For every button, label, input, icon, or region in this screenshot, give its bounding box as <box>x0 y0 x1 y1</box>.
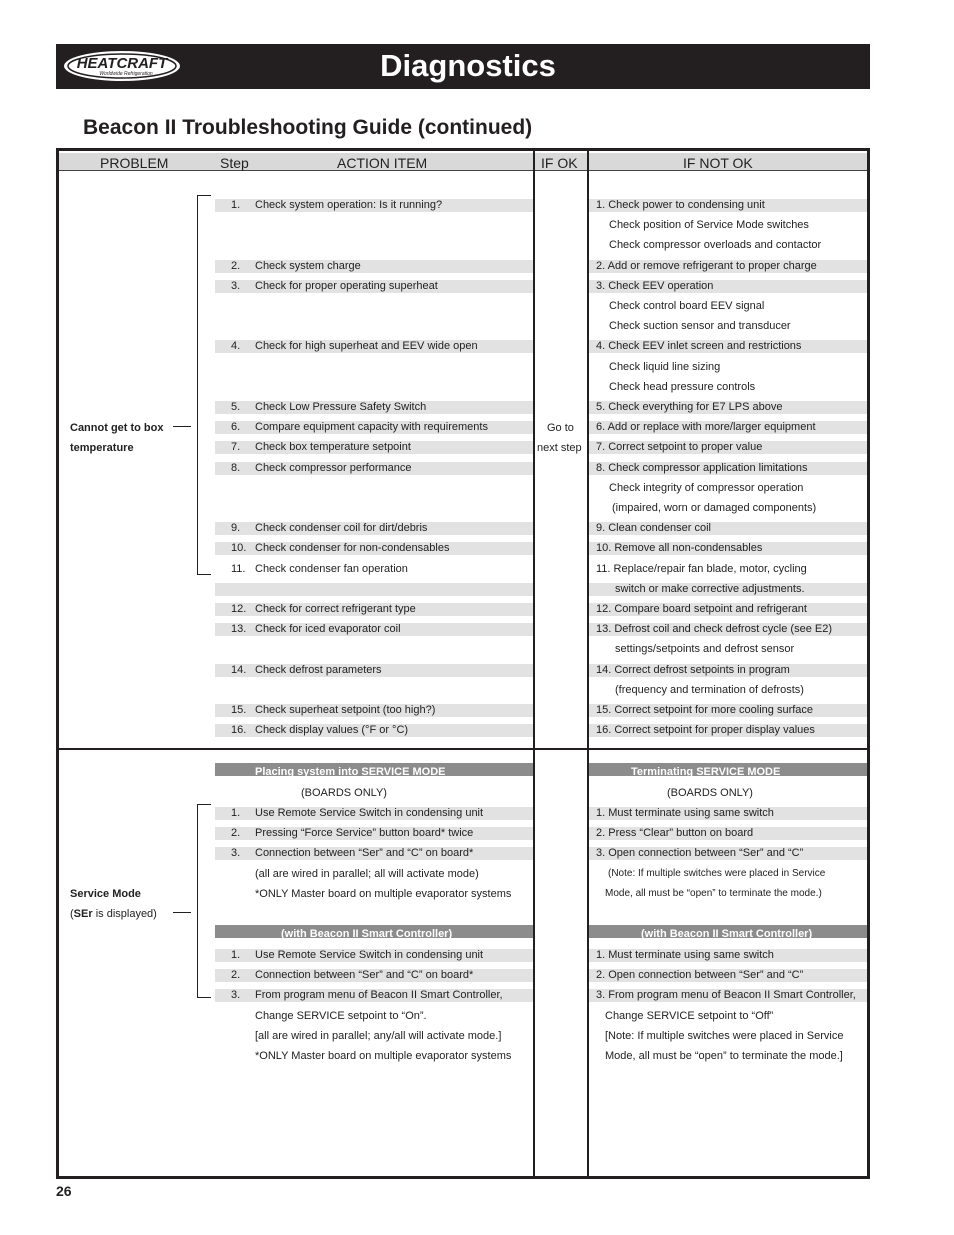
action-item: Check condenser for non-condensables <box>255 542 450 554</box>
if-ok-text: next step <box>537 442 582 454</box>
if-not-ok-item: 12. Compare board setpoint and refrigerant <box>596 603 807 615</box>
step-number: 5. <box>231 401 241 413</box>
step-number: 7. <box>231 441 241 453</box>
action-item: Change SERVICE setpoint to “On”. <box>255 1010 427 1022</box>
step-number: 15. <box>231 704 247 716</box>
action-item: (all are wired in parallel; all will activate mode) <box>255 868 479 880</box>
step-number: 3. <box>231 989 241 1001</box>
action-item: Check for high superheat and EEV wide open <box>255 340 478 352</box>
if-not-ok-item: (Note: If multiple switches were placed in Service <box>608 868 826 879</box>
if-not-ok-item: Mode, all must be “open” to terminate the mode.] <box>605 1050 843 1062</box>
step-number: 2. <box>231 969 241 981</box>
action-item: Use Remote Service Switch in condensing unit <box>255 949 484 961</box>
if-not-ok-item: Change SERVICE setpoint to “Off” <box>605 1010 774 1022</box>
step-number: 3. <box>231 847 241 859</box>
if-not-ok-item: Check liquid line sizing <box>609 361 721 373</box>
problem-label: Service Mode <box>70 888 141 900</box>
subheader-text: Terminating SERVICE MODE <box>631 766 781 778</box>
if-not-ok-item: Check head pressure controls <box>609 381 756 393</box>
if-not-ok-item: switch or make corrective adjustments. <box>615 583 805 595</box>
action-item: Connection between “Ser” and “C” on board* <box>255 969 474 981</box>
page-number: 26 <box>56 1183 72 1199</box>
action-item: Connection between “Ser” and “C” on board* <box>255 847 474 859</box>
logo-text: HEATCRAFT <box>76 55 168 72</box>
if-not-ok-item: 5. Check everything for E7 LPS above <box>596 401 783 413</box>
if-not-ok-item: 14. Correct defrost setpoints in program <box>596 664 790 676</box>
column-divider <box>533 151 535 1177</box>
action-item: *ONLY Master board on multiple evaporator systems <box>255 1050 512 1062</box>
step-number: 13. <box>231 623 247 635</box>
action-item: Check Low Pressure Safety Switch <box>255 401 427 413</box>
if-not-ok-item: 3. Check EEV operation <box>596 280 714 292</box>
if-not-ok-item: 10. Remove all non-condensables <box>596 542 763 554</box>
if-not-ok-item: 9. Clean condenser coil <box>596 522 711 534</box>
step-number: 4. <box>231 340 241 352</box>
action-item: Check for proper operating superheat <box>255 280 438 292</box>
step-number: 11. <box>231 563 246 575</box>
step-number: 2. <box>231 827 241 839</box>
step-number: 6. <box>231 421 241 433</box>
if-not-ok-item: 1. Must terminate using same switch <box>596 949 774 961</box>
problem-label: Cannot get to box <box>70 422 164 434</box>
section-title: Beacon II Troubleshooting Guide (continued) <box>83 116 533 139</box>
action-item: From program menu of Beacon II Smart Controller, <box>255 989 503 1001</box>
if-not-ok-item: (frequency and termination of defrosts) <box>615 684 804 696</box>
action-item: Check condenser coil for dirt/debris <box>255 522 428 534</box>
if-not-ok-item: Check control board EEV signal <box>609 300 765 312</box>
action-item: Check system charge <box>255 260 361 272</box>
if-not-ok-item: 1. Check power to condensing unit <box>596 199 765 211</box>
page-header-bar <box>56 44 870 89</box>
step-number: 8. <box>231 462 241 474</box>
action-item: Check condenser fan operation <box>255 563 408 575</box>
step-number: 16. <box>231 724 247 736</box>
action-item: Check defrost parameters <box>255 664 382 676</box>
problem-label: (SEr is displayed) <box>70 908 157 920</box>
boards-only-label: (BOARDS ONLY) <box>667 787 753 799</box>
bracket <box>197 195 211 575</box>
step-number: 9. <box>231 522 241 534</box>
logo-tagline: Worldwide Refrigeration <box>99 71 153 77</box>
bracket-connector <box>173 912 191 913</box>
if-not-ok-item: 8. Check compressor application limitations <box>596 462 808 474</box>
if-not-ok-item: 6. Add or replace with more/larger equipment <box>596 421 816 433</box>
if-not-ok-item: 3. From program menu of Beacon II Smart Controller, <box>596 989 856 1001</box>
if-not-ok-item: (impaired, worn or damaged components) <box>612 502 817 514</box>
subheader-text: Placing system into SERVICE MODE <box>255 766 446 778</box>
bracket-connector <box>173 426 191 427</box>
column-header-problem: PROBLEM <box>100 155 169 171</box>
if-not-ok-item: Mode, all must be “open” to terminate the mode.) <box>605 888 822 899</box>
if-not-ok-item: 7. Correct setpoint to proper value <box>596 441 763 453</box>
action-item: [all are wired in parallel; any/all will activate mode.] <box>255 1030 502 1042</box>
action-item: Check for iced evaporator coil <box>255 623 401 635</box>
action-item: Check superheat setpoint (too high?) <box>255 704 436 716</box>
if-not-ok-item: 11. Replace/repair fan blade, motor, cycling <box>596 563 807 575</box>
action-item: Pressing “Force Service” button board* twice <box>255 827 474 839</box>
column-header-action: ACTION ITEM <box>337 155 428 171</box>
if-not-ok-item: 2. Press “Clear” button on board <box>596 827 754 839</box>
step-number: 1. <box>231 949 241 961</box>
page-title: Diagnostics <box>380 48 556 83</box>
if-ok-text: Go to <box>547 422 574 434</box>
if-not-ok-item: 1. Must terminate using same switch <box>596 807 774 819</box>
action-item: Check display values (°F or °C) <box>255 724 409 736</box>
action-item: Compare equipment capacity with requirements <box>255 421 488 433</box>
if-not-ok-item: [Note: If multiple switches were placed in Service <box>605 1030 844 1042</box>
subheader-text: (with Beacon II Smart Controller) <box>641 928 813 940</box>
if-not-ok-item: Check integrity of compressor operation <box>609 482 804 494</box>
if-not-ok-item: 3. Open connection between “Ser” and “C” <box>596 847 804 859</box>
if-not-ok-item: Check position of Service Mode switches <box>609 219 809 231</box>
boards-only-label: (BOARDS ONLY) <box>301 787 387 799</box>
action-item: Use Remote Service Switch in condensing unit <box>255 807 484 819</box>
step-number: 12. <box>231 603 247 615</box>
if-not-ok-item: 2. Add or remove refrigerant to proper charge <box>596 260 817 272</box>
if-not-ok-item: 13. Defrost coil and check defrost cycle (see E2) <box>596 623 832 635</box>
step-number: 1. <box>231 807 241 819</box>
problem-label: temperature <box>70 442 134 454</box>
if-not-ok-item: 16. Correct setpoint for proper display values <box>596 724 815 736</box>
row-band <box>215 583 533 596</box>
action-item: Check compressor performance <box>255 462 412 474</box>
step-number: 1. <box>231 199 241 211</box>
step-number: 2. <box>231 260 241 272</box>
column-header-if-ok: IF OK <box>541 155 578 171</box>
section-divider <box>59 748 867 750</box>
bracket <box>197 804 211 998</box>
subheader-text: (with Beacon II Smart Controller) <box>281 928 453 940</box>
if-not-ok-item: settings/setpoints and defrost sensor <box>615 643 795 655</box>
column-header-step: Step <box>220 155 249 171</box>
column-header-if-not-ok: IF NOT OK <box>683 155 753 171</box>
if-not-ok-item: Check compressor overloads and contactor <box>609 239 822 251</box>
if-not-ok-item: 4. Check EEV inlet screen and restrictions <box>596 340 802 352</box>
action-item: Check for correct refrigerant type <box>255 603 416 615</box>
if-not-ok-item: 2. Open connection between “Ser” and “C” <box>596 969 804 981</box>
action-item: *ONLY Master board on multiple evaporator systems <box>255 888 512 900</box>
action-item: Check box temperature setpoint <box>255 441 411 453</box>
action-item: Check system operation: Is it running? <box>255 199 443 211</box>
if-not-ok-item: Check suction sensor and transducer <box>609 320 791 332</box>
step-number: 3. <box>231 280 241 292</box>
step-number: 14. <box>231 664 247 676</box>
step-number: 10. <box>231 542 247 554</box>
if-not-ok-item: 15. Correct setpoint for more cooling surface <box>596 704 814 716</box>
